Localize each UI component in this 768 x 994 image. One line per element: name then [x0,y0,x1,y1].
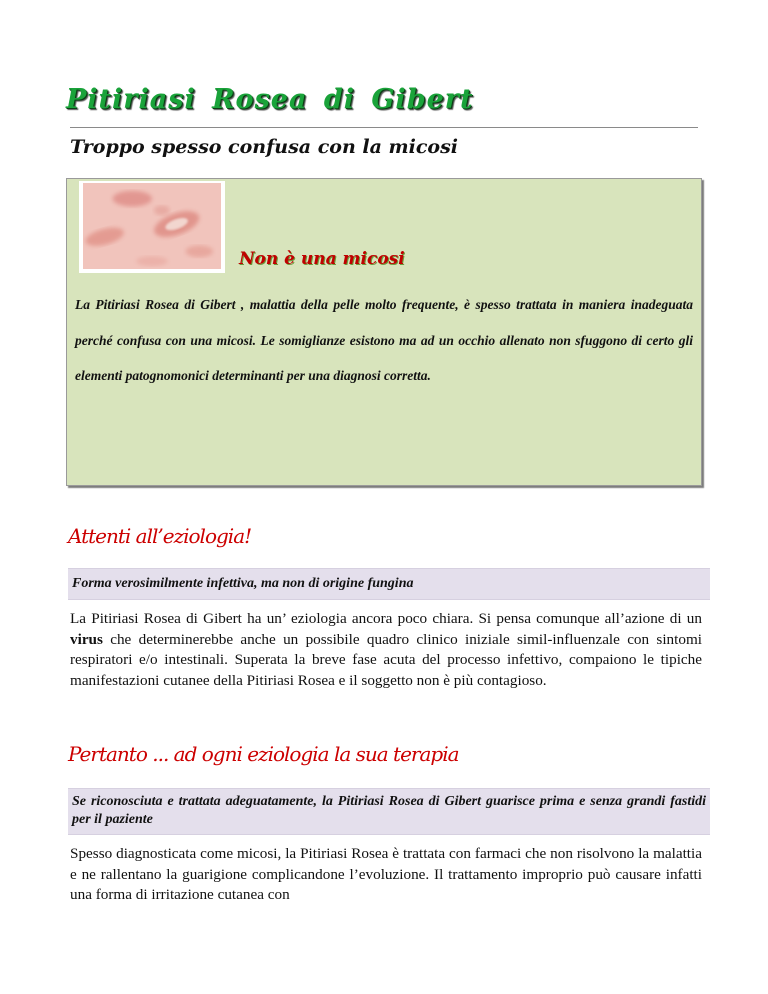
skin-lesion-image [83,183,221,269]
section-highlight-terapia: Se riconosciuta e trattata adeguatamente, la Pitiriasi Rosea di Gibert guarisce prima e senza grandi fastidi per il paziente [68,788,710,835]
section-paragraph-terapia: Spesso diagnosticata come micosi, la Pitiriasi Rosea è trattata con farmaci che non risolvono la malattia e ne rallentano la guarigione complicandone l’evoluzione. Il trattamento improprio può causare infatti una forma di irritazione cutanea con [70,845,702,903]
intro-box-heading: Non è una micosi [239,249,405,269]
paragraph-text: La Pitiriasi Rosea di Gibert ha un’ eziologia ancora poco chiara. Si pensa comunque all’azione di un [70,610,702,627]
intro-box-text: La Pitiriasi Rosea di Gibert , malattia della pelle molto frequente, è spesso trattata in maniera inadeguata perché confusa con una micosi. Le somiglianze esistono ma ad un occhio allenato non sfuggono di certo gli elementi patognomonici determinanti per una diagnosi corretta. [75,297,693,383]
section-heading-eziologia: Attenti all’eziologia! [68,524,252,548]
title-divider [70,127,698,128]
page-subtitle: Troppo spesso confusa con la micosi [70,136,459,158]
page-title: Pitiriasi Rosea di Gibert [66,84,474,115]
section-highlight-eziologia: Forma verosimilmente infettiva, ma non di origine fungina [68,568,710,600]
section-heading-terapia: Pertanto ... ad ogni eziologia la sua terapia [68,742,459,766]
skin-lesion-photo [79,181,225,273]
virus-keyword: virus [70,630,103,648]
paragraph-text: che determinerebbe anche un possibile quadro clinico iniziale simil-influenzale con sintomi respiratori e/o intestinali. Superata la breve fase acuta del processo infettivo, compaiono le tipiche manifestazioni cutanee della Pitiriasi Rosea e il soggetto non è più contagioso. [70,630,702,689]
intro-box [66,178,702,486]
section-paragraph-eziologia [70,609,702,691]
